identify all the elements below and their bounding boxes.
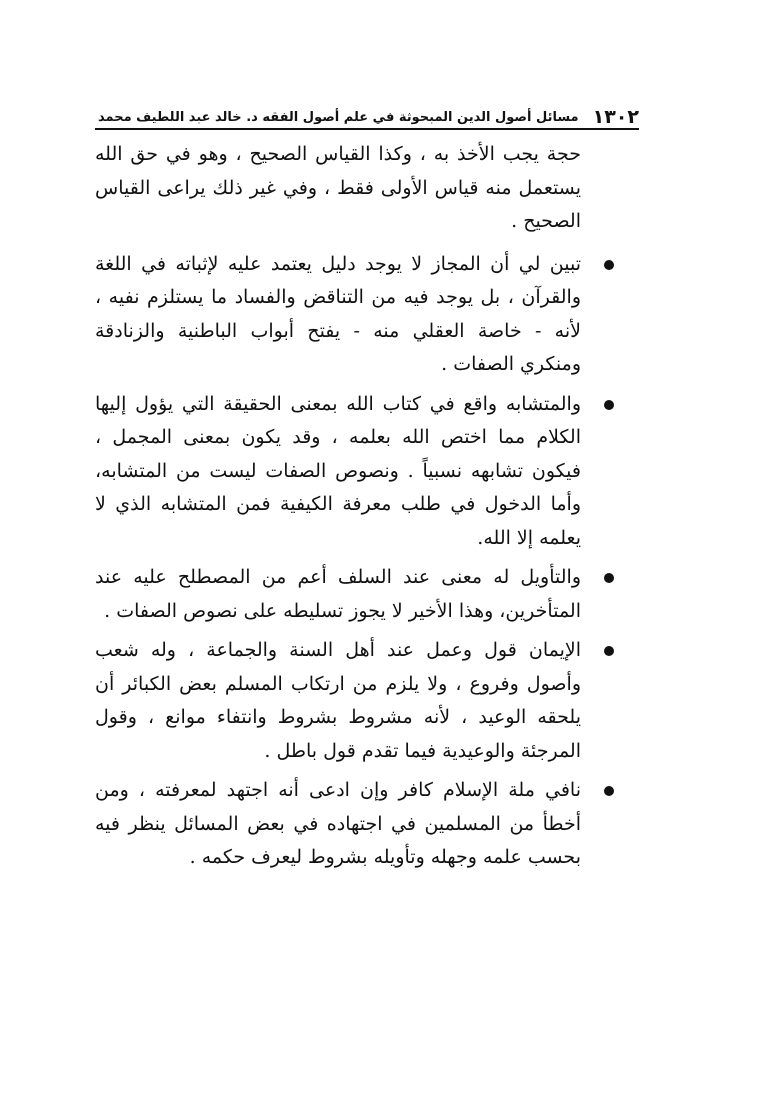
bullet-item bbox=[95, 561, 581, 628]
running-header bbox=[95, 106, 639, 128]
bullet-text: الإيمان قول وعمل عند أهل السنة والجماعة ، وله شعب وأصول وفروع ، ولا يلزم من ارتكاب المسلم بعض الكبائر أن يلحقه الوعيد ، لأنه مشروط بشروط وانتفاء موانع ، وقول المرجئة والوعيدية فيما تقدم قول باطل . bbox=[95, 639, 581, 762]
bullet-text: والمتشابه واقع في كتاب الله بمعنى الحقيقة التي يؤول إليها الكلام مما اختص الله بعلمه ، وقد يكون بمعنى المجمل ، فيكون تشابهه نسبياً . ونصوص الصفات ليست من المتشابه، وأما الدخول في طلب معرفة الكيفية فمن المتشابه الذي لا يعلمه إلا الله. bbox=[95, 392, 581, 549]
page-body bbox=[95, 138, 581, 881]
page-number: ١٣٠٢ bbox=[592, 106, 639, 128]
bullet-item bbox=[95, 388, 581, 556]
bullet-text: نافي ملة الإسلام كافر وإن ادعى أنه اجتهد لمعرفته ، ومن أخطأ من المسلمين في اجتهاده في بعض المسائل ينظر فيه بحسب علمه وجهله وتأويله بشروط ليعرف حكمه . bbox=[95, 779, 582, 868]
running-title: مسائل أصول الدين المبحوثة في علم أصول الفقه د. خالد عبد اللطيف محمد bbox=[98, 110, 579, 125]
bullet-icon bbox=[604, 573, 614, 583]
intro-paragraph: حجة يجب الأخذ به ، وكذا القياس الصحيح ، وهو في حق الله يستعمل منه قياس الأولى فقط ، وفي غير ذلك يراعى القياس الصحيح . bbox=[95, 143, 581, 232]
header-rule bbox=[95, 128, 639, 130]
bullet-icon bbox=[604, 646, 614, 656]
bullet-item bbox=[95, 248, 581, 382]
bullet-icon bbox=[604, 400, 614, 410]
bullet-icon bbox=[604, 260, 614, 270]
bullet-item bbox=[95, 774, 581, 875]
bullet-item bbox=[95, 634, 581, 768]
bullet-text: تبين لي أن المجاز لا يوجد دليل يعتمد عليه لإثباته في اللغة والقرآن ، بل يوجد فيه من التناقض والفساد ما يستلزم نفيه ، لأنه - خاصة العقلي منه - يفتح أبواب الباطنية والزنادقة ومنكري الصفات . bbox=[95, 252, 581, 375]
bullet-text: والتأويل له معنى عند السلف أعم من المصطلح عليه عند المتأخرين، وهذا الأخير لا يجوز تسليطه على نصوص الصفات . bbox=[95, 566, 581, 622]
bullet-icon bbox=[604, 786, 614, 796]
